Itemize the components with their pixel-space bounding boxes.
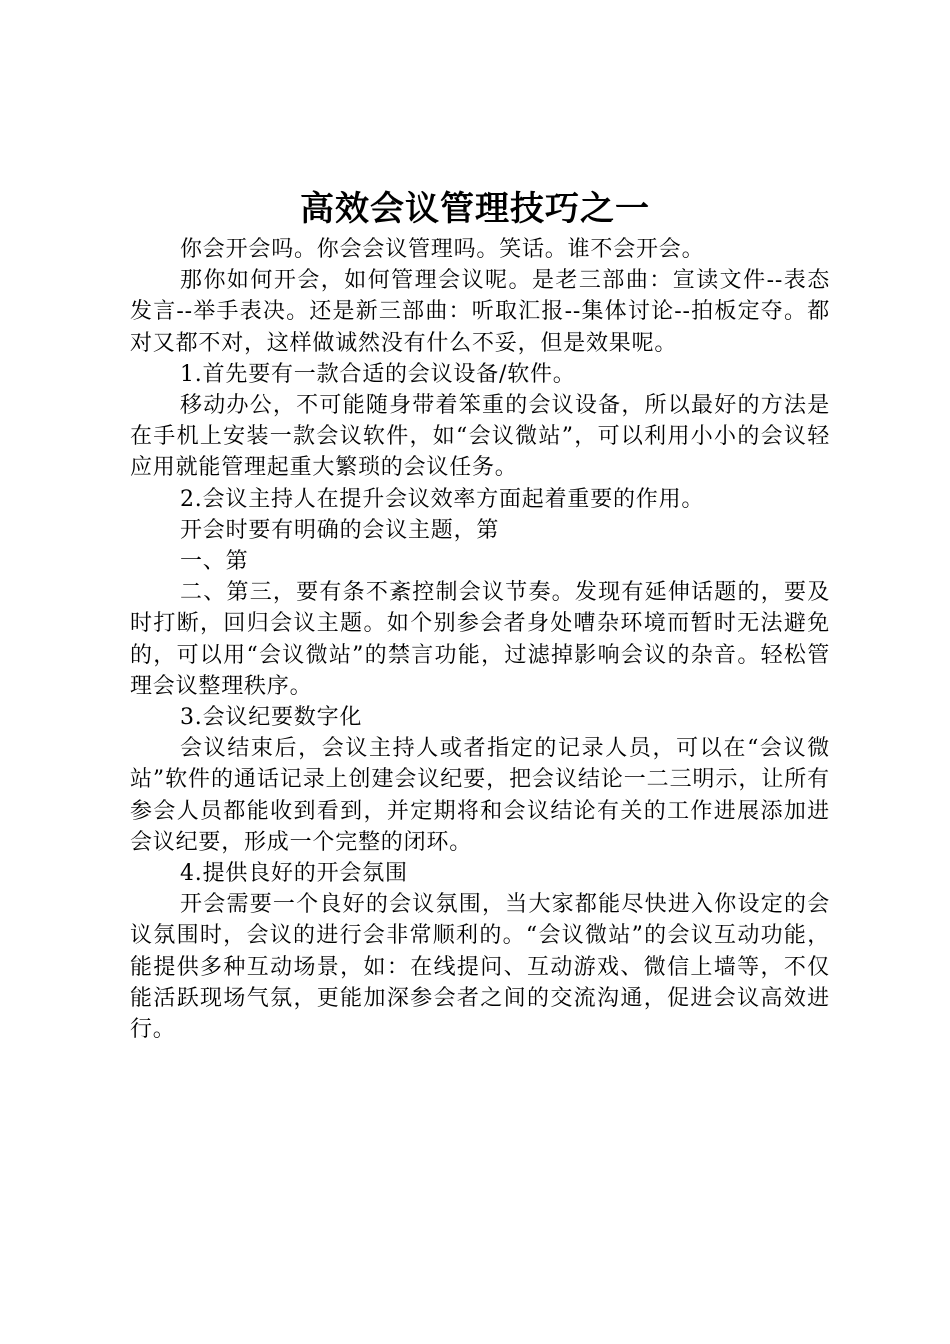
- paragraph: 开会时要有明确的会议主题，第: [180, 517, 500, 543]
- paragraph: 你会开会吗。你会会议管理吗。笑话。谁不会开会。: [180, 237, 705, 262]
- document-title: 高效会议管理技巧之一: [300, 189, 650, 229]
- paragraph: 4.提供良好的开会氛围: [180, 861, 408, 887]
- paragraph: 开会需要一个良好的会议氛围，当大家都能尽快进入你设定的会议氛围时，会议的进行会非常顺利的。“会议微站”的会议互动功能，能提供多种互动场景，如：在线提问、互动游戏、微信上墙等，不仅能活跃现场气氛，更能加深参会者之间的交流沟通，促进会议高效进行。: [130, 892, 830, 1043]
- paragraph: 2.会议主持人在提升会议效率方面起着重要的作用。: [180, 486, 705, 512]
- paragraph: 移动办公，不可能随身带着笨重的会议设备，所以最好的方法是在手机上安装一款会议软件，如“会议微站”，可以利用小小的会议轻应用就能管理起重大繁琐的会议任务。: [130, 393, 830, 481]
- paragraph: 3.会议纪要数字化: [180, 705, 363, 731]
- paragraph: 会议结束后，会议主持人或者指定的记录人员，可以在“会议微站”软件的通话记录上创建会议纪要，把会议结论一二三明示，让所有参会人员都能收到看到，并定期将和会议结论有关的工作进展添加进会议纪要，形成一个完整的闭环。: [130, 736, 830, 855]
- paragraph: 1.首先要有一款合适的会议设备/软件。: [180, 361, 576, 387]
- document-body: [130, 234, 830, 1045]
- paragraph: 一、第: [180, 549, 249, 575]
- paragraph: 那你如何开会，如何管理会议呢。是老三部曲：宣读文件--表态发言--举手表决。还是新三部曲：听取汇报--集体讨论--拍板定夺。都对又都不对，这样做诚然没有什么不妥，但是效果呢。: [130, 268, 830, 356]
- paragraph: 二、第三，要有条不紊控制会议节奏。发现有延伸话题的，要及时打断，回归会议主题。如个别参会者身处嘈杂环境而暂时无法避免的，可以用“会议微站”的禁言功能，过滤掉影响会议的杂音。轻松管理会议整理秩序。: [130, 580, 830, 699]
